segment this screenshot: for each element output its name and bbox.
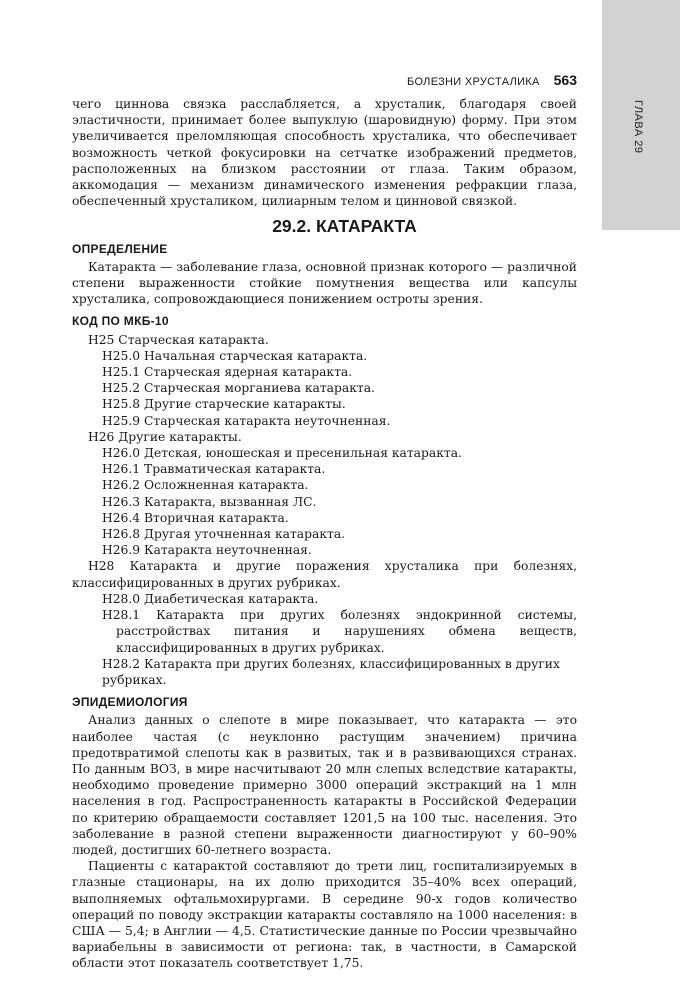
- icd-code-item: H26.0 Детская, юношеская и пресенильная катаракта.: [102, 446, 462, 461]
- icd-code-item: H25.8 Другие старческие катаракты.: [102, 397, 346, 412]
- chapter-title: 29.2. КАТАРАКТА: [272, 216, 417, 237]
- icd-code-item: H26.2 Осложненная катаракта.: [102, 478, 309, 493]
- icd-code-item: H28.1 Катаракта при других болезнях эндокринной системы, расстройствах питания и нарушениях обмена веществ, классифицированных в других рубриках.: [102, 608, 577, 655]
- definition-heading: ОПРЕДЕЛЕНИЕ: [72, 241, 168, 256]
- epidemiology-heading: ЭПИДЕМИОЛОГИЯ: [72, 695, 188, 710]
- icd-code-item: H26.4 Вторичная катаракта.: [102, 510, 289, 525]
- definition-text: Катаракта — заболевание глаза, основной признак которого — различной степени выраженности стойкие помутнения вещества или капсулы хрусталика, сопровождающиеся понижением остроты зрения.: [72, 259, 577, 307]
- running-header-title: БОЛЕЗНИ ХРУСТАЛИКА: [407, 76, 540, 88]
- intro-paragraph: чего циннова связка расслабляется, а хрусталик, благодаря своей эластичности, принимает более выпуклую (шаровидную) форму. При этом увеличивается преломляющая способность хрусталика, что обеспечивает возможность четкой фокусировки на сетчатке изображений предметов, расположенных на близком расстоянии от глаза. Таким образом, аккомодация — механизм динамического изменения рефракции глаза, обеспеченный хрусталиком, цилиарным телом и цинновой связкой.: [72, 97, 577, 209]
- icd-code-item: H26.3 Катаракта, вызванная ЛС.: [102, 494, 317, 509]
- icd-code-item: H25.2 Старческая морганиева катаракта.: [102, 381, 375, 396]
- icd-code-item: H26.8 Другая уточненная катаракта.: [102, 527, 346, 542]
- icd-code-list: [72, 332, 577, 688]
- page-number: 563: [553, 72, 577, 88]
- icd-code-item: H28 Катаракта и другие поражения хрусталика при болезнях, классифицированных в других рубриках.: [72, 559, 577, 590]
- icd-code-item: H25 Старческая катаракта.: [88, 332, 269, 347]
- chapter-tab-label: ГЛАВА 29: [632, 100, 644, 154]
- icd-code-item: H28.0 Диабетическая катаракта.: [102, 591, 319, 606]
- running-header: [72, 72, 577, 92]
- chapter-side-tab: [602, 0, 680, 230]
- page-body: [72, 96, 577, 972]
- icd-code-item: H26 Другие катаракты.: [88, 429, 242, 444]
- icd-code-item: H28.2 Катаракта при других болезнях, классифицированных в других рубриках.: [102, 656, 560, 687]
- icd-code-item: H25.0 Начальная старческая катаракта.: [102, 348, 368, 363]
- icd-code-item: H26.1 Травматическая катаракта.: [102, 462, 326, 477]
- epidemiology-paragraph: Анализ данных о слепоте в мире показывает, что катаракта — это наиболее частая (с неуклонно растущим значением) причина предотвратимой слепоты как в развитых, так и в развивающихся странах. По данным ВОЗ, в мире насчитывают 20 млн слепых вследствие катаракты, необходимо проведение примерно 3000 операций экстракций на 1 млн населения в год. Распространенность катаракты в Российской Федерации по критерию обращаемости составляет 1201,5 на 100 тыс. населения. Это заболевание в разной степени выраженности диагностируют у 60–90% людей, достигших 60-летнего возраста.: [72, 713, 577, 857]
- icd-code-item: H26.9 Катаракта неуточненная.: [102, 543, 312, 558]
- epidemiology-paragraph: Пациенты с катарактой составляют до трети лиц, госпитализируемых в глазные стационары, на их долю приходится 35–40% всех операций, выполняемых офтальмохирургами. В середине 90-х годов количество операций по поводу экстракции катаракты составляло на 1000 населения: в США — 5,4; в Англии — 4,5. Статистические данные по России чрезвычайно вариабельны в зависимости от региона: так, в частности, в Самарской области этот показатель соответствует 1,75.: [72, 859, 577, 971]
- icd-code-item: H25.9 Старческая катаракта неуточненная.: [102, 413, 391, 428]
- icd-heading: КОД ПО МКБ-10: [72, 314, 169, 329]
- icd-code-item: H25.1 Старческая ядерная катаракта.: [102, 365, 353, 380]
